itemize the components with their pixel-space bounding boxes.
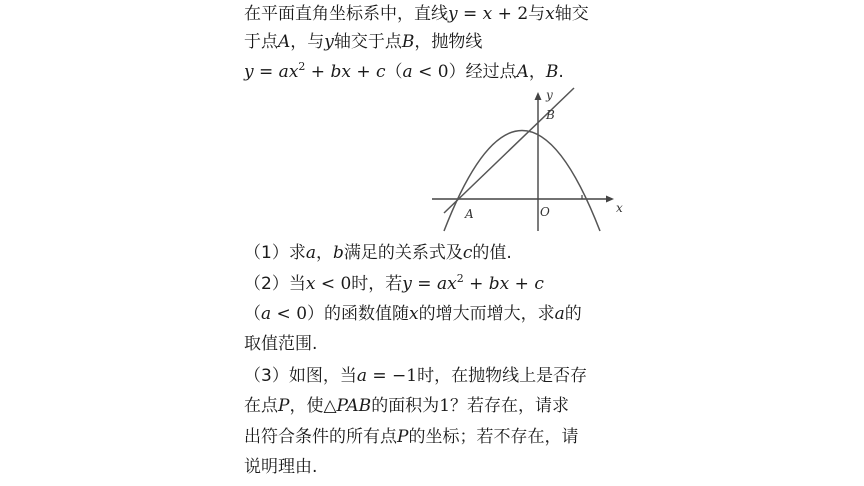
var-c: c [376, 62, 386, 82]
x-axis-label: x [616, 201, 623, 215]
var-a: a [278, 62, 289, 82]
var-a: a [261, 304, 272, 324]
point-b: B [401, 32, 415, 52]
equals: = [457, 4, 483, 24]
text: 于点 [244, 32, 278, 52]
text: 的 [564, 304, 582, 324]
coordinate-figure [428, 88, 628, 234]
number-one: 1 [439, 396, 451, 416]
text: 与 [528, 4, 546, 24]
paren-close: ） [448, 62, 466, 82]
text: 的增大而增大，求 [418, 304, 555, 324]
var-b: b [330, 62, 342, 82]
text: 的坐标；若不存在，请 [408, 427, 579, 447]
plus: + [463, 274, 489, 294]
point-p: P [278, 396, 290, 416]
question-3-line-3 [244, 425, 578, 449]
plus: + [350, 62, 377, 82]
period: . [558, 62, 564, 82]
text: 出符合条件的所有点 [244, 427, 397, 447]
var-a: a [436, 274, 448, 294]
plus-two: + 2 [492, 4, 529, 24]
text: 时，在抛物线上是否存 [417, 366, 588, 386]
question-3-line-4 [244, 455, 317, 479]
text: 当 [288, 274, 306, 294]
exponent: 2 [298, 60, 306, 73]
var-x: x [447, 274, 457, 294]
text: ，抛物线 [414, 32, 483, 52]
var-x: x [409, 304, 419, 324]
text: 满足的关系式及 [343, 243, 463, 263]
condition: < 0 [412, 62, 449, 82]
y-axis-arrow-icon [535, 92, 542, 100]
text: 的值. [472, 243, 512, 263]
question-number: （1） [244, 243, 289, 263]
text: ，使 [289, 396, 324, 416]
question-3-line-2 [244, 394, 569, 418]
text: ， [528, 62, 546, 82]
equals: = [253, 62, 279, 82]
text: 取值范围. [244, 334, 318, 354]
text: 说明理由. [244, 457, 318, 477]
var-a: a [554, 304, 565, 324]
question-2-line-1 [244, 272, 544, 296]
text: 经过点 [465, 62, 517, 82]
equals-minus-one: = −1 [366, 366, 418, 386]
intro-line-1 [244, 2, 589, 26]
question-2-line-3 [244, 332, 317, 356]
equals: = [411, 274, 437, 294]
question-1 [244, 241, 512, 265]
question-number: （2） [244, 274, 289, 294]
condition: < 0 [315, 274, 352, 294]
triangle-pab: PAB [336, 396, 372, 416]
var-x: x [305, 274, 316, 294]
text: 如图，当 [288, 366, 357, 386]
condition: < 0 [271, 304, 308, 324]
text: ？若存在，请求 [450, 396, 570, 416]
intro-line-2 [244, 30, 482, 54]
triangle-symbol: △ [323, 396, 337, 416]
var-a: a [356, 366, 367, 386]
var-x: x [341, 62, 351, 82]
var-c: c [462, 243, 473, 263]
y-axis-label: y [546, 88, 553, 102]
text: 在点 [244, 396, 278, 416]
paren-close: ） [307, 304, 325, 324]
var-a: a [305, 243, 316, 263]
paren-open: （ [385, 62, 403, 82]
var-b: b [332, 243, 344, 263]
point-a: A [278, 32, 291, 52]
var-y: y [244, 62, 254, 82]
line-y-equals-x-plus-2 [444, 88, 574, 213]
var-x: x [288, 62, 299, 82]
text: 的函数值随 [324, 304, 410, 324]
var-y: y [448, 4, 458, 24]
plus: + [509, 274, 535, 294]
point-p: P [397, 427, 409, 447]
plus: + [305, 62, 331, 82]
text: 轴交 [554, 4, 589, 24]
var-b: b [488, 274, 500, 294]
var-a: a [402, 62, 413, 82]
text: 时，若 [351, 274, 403, 294]
var-y: y [324, 32, 334, 52]
question-2-line-2 [244, 302, 582, 326]
question-3-line-1 [244, 364, 587, 388]
text: 求 [288, 243, 306, 263]
point-a: A [516, 62, 529, 82]
var-x: x [482, 4, 493, 24]
text: 在平面直角坐标系中，直线 [244, 4, 448, 24]
var-x: x [545, 4, 555, 24]
text: ， [315, 243, 333, 263]
var-y: y [402, 274, 412, 294]
exponent: 2 [456, 272, 464, 285]
text: 轴交于点 [333, 32, 402, 52]
question-number: （3） [244, 366, 289, 386]
point-a-label: A [465, 207, 474, 221]
point-b: B [545, 62, 559, 82]
intro-line-3 [244, 60, 564, 84]
paren-open: （ [244, 304, 261, 324]
var-c: c [534, 274, 544, 294]
x-axis-arrow-icon [606, 196, 614, 203]
var-x: x [499, 274, 510, 294]
text: 的面积为 [371, 396, 440, 416]
point-b-label: B [546, 108, 555, 122]
text: ，与 [290, 32, 325, 52]
origin-label: O [540, 205, 550, 219]
